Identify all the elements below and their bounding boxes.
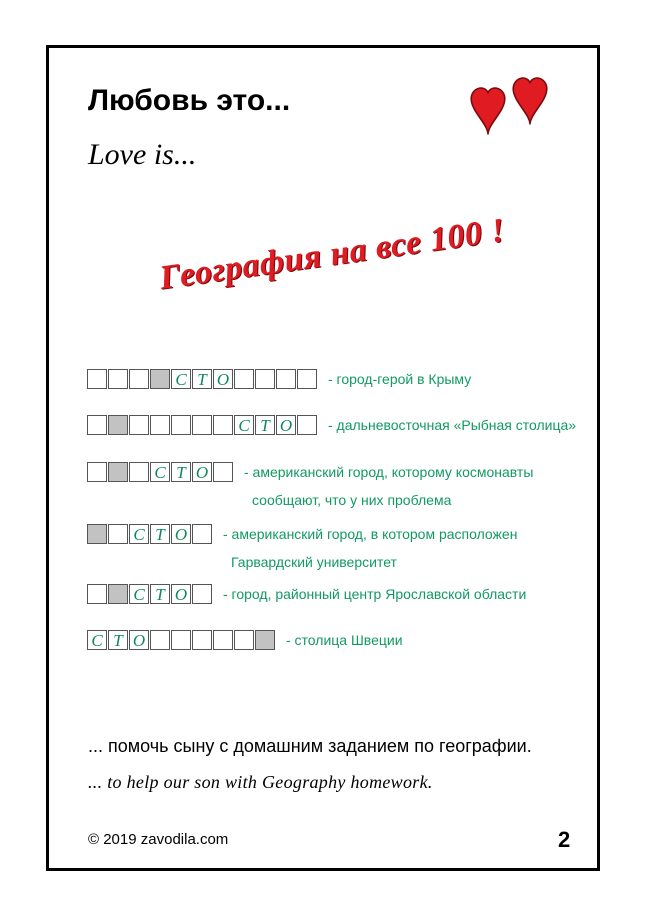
front-heart-icon	[471, 88, 505, 134]
copyright: © 2019 zavodila.com	[88, 831, 229, 848]
puzzle-cell-shaded[interactable]	[108, 415, 128, 435]
puzzle-cell[interactable]	[87, 462, 107, 482]
puzzle-cell[interactable]: О	[171, 524, 191, 544]
puzzle-clue-continuation: Гарвардский университет	[231, 554, 397, 570]
puzzle-cell-shaded[interactable]	[150, 369, 170, 389]
footer-english: ... to help our son with Geography homework.	[88, 772, 433, 792]
puzzle-cell[interactable]: С	[171, 369, 191, 389]
puzzle-cell[interactable]	[129, 462, 149, 482]
puzzle-clue: - дальневосточная «Рыбная столица»	[328, 417, 577, 433]
puzzle-cell-shaded[interactable]	[108, 462, 128, 482]
back-heart-icon	[513, 78, 547, 124]
puzzle-cell[interactable]: Т	[192, 369, 212, 389]
puzzle-cell[interactable]: С	[129, 524, 149, 544]
puzzle-cell[interactable]: Т	[255, 415, 275, 435]
puzzle-cell[interactable]	[108, 524, 128, 544]
puzzle-cell[interactable]	[87, 584, 107, 604]
hearts-icon	[468, 76, 552, 144]
puzzle-cells	[87, 462, 234, 482]
puzzle-cell[interactable]	[234, 630, 254, 650]
puzzle-cell[interactable]	[171, 415, 191, 435]
puzzle-row	[87, 523, 517, 545]
title-english: Love is...	[88, 138, 197, 171]
puzzle-row	[87, 368, 471, 390]
puzzle-cell[interactable]	[213, 630, 233, 650]
puzzle-cell-shaded[interactable]	[108, 584, 128, 604]
puzzle-cell[interactable]: Т	[171, 462, 191, 482]
puzzle-cells	[87, 415, 318, 435]
puzzle-cell[interactable]: О	[171, 584, 191, 604]
puzzle-cell[interactable]: О	[192, 462, 212, 482]
puzzle-clue: - американский город, в котором расположен	[223, 526, 518, 542]
puzzle-cells	[87, 369, 318, 389]
puzzle-cell[interactable]	[213, 462, 233, 482]
puzzle-cell[interactable]: О	[276, 415, 296, 435]
puzzle-cell[interactable]	[192, 415, 212, 435]
puzzle-clue-continuation: сообщают, что у них проблема	[252, 492, 452, 508]
puzzle-cell[interactable]: Т	[150, 524, 170, 544]
puzzle-cell[interactable]	[87, 369, 107, 389]
page-number: 2	[558, 827, 571, 852]
puzzle-cell[interactable]	[255, 369, 275, 389]
puzzle-cell[interactable]	[276, 369, 296, 389]
puzzle-cell[interactable]: О	[129, 630, 149, 650]
puzzle-row	[87, 629, 403, 651]
footer-russian: ... помочь сыну с домашним заданием по географии.	[88, 736, 532, 756]
puzzle-clue: - американский город, которому космонавты	[244, 464, 534, 480]
puzzle-cell[interactable]: С	[150, 462, 170, 482]
puzzle-row	[87, 414, 576, 436]
puzzle-cells	[87, 584, 213, 604]
puzzle-cells	[87, 630, 276, 650]
puzzle-cell-shaded[interactable]	[255, 630, 275, 650]
puzzle-cell[interactable]	[150, 415, 170, 435]
title-russian: Любовь это...	[88, 84, 291, 117]
puzzle-cell-shaded[interactable]	[87, 524, 107, 544]
puzzle-cell[interactable]	[297, 415, 317, 435]
puzzle-cell[interactable]: О	[213, 369, 233, 389]
puzzle-cell[interactable]	[129, 369, 149, 389]
puzzle-cell[interactable]	[297, 369, 317, 389]
puzzle-cell[interactable]	[171, 630, 191, 650]
puzzle-cell[interactable]	[87, 415, 107, 435]
puzzle-cell[interactable]: С	[87, 630, 107, 650]
puzzle-cell[interactable]: Т	[150, 584, 170, 604]
puzzle-cell[interactable]: С	[234, 415, 254, 435]
puzzle-row	[87, 461, 533, 483]
puzzle-cell[interactable]	[234, 369, 254, 389]
puzzle-cell[interactable]	[192, 630, 212, 650]
puzzle-cell[interactable]	[150, 630, 170, 650]
puzzle-clue: - столица Швеции	[286, 632, 403, 648]
puzzle-cell[interactable]	[192, 584, 212, 604]
puzzle-cell[interactable]	[108, 369, 128, 389]
puzzle-clue: - город-герой в Крыму	[328, 371, 472, 387]
puzzle-cell[interactable]	[213, 415, 233, 435]
puzzle-clue: - город, районный центр Ярославской области	[223, 586, 527, 602]
puzzle-cell[interactable]	[129, 415, 149, 435]
puzzle-cell[interactable]	[192, 524, 212, 544]
banner-title: География на все 100 !	[157, 211, 508, 297]
puzzle-cells	[87, 524, 213, 544]
puzzle-cell[interactable]: Т	[108, 630, 128, 650]
puzzle-cell[interactable]: С	[129, 584, 149, 604]
puzzle-row	[87, 583, 526, 605]
